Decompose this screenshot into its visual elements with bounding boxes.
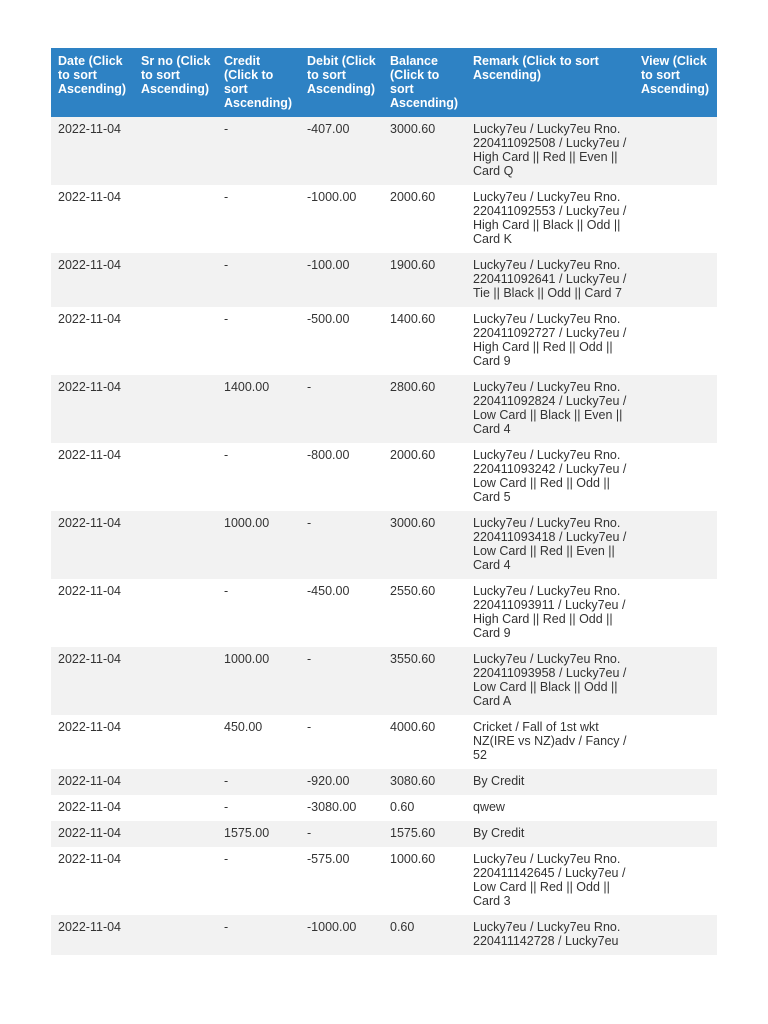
- remark-cell: Lucky7eu / Lucky7eu Rno. 220411092508 / Lucky7eu / High Card || Red || Even || Card Q: [466, 117, 634, 185]
- credit-cell: -: [217, 443, 300, 511]
- debit-cell: -575.00: [300, 847, 383, 915]
- table-row: [51, 795, 717, 821]
- table-body: [51, 117, 717, 955]
- date-cell: 2022-11-04: [51, 443, 134, 511]
- table-row: [51, 375, 717, 443]
- view-cell: [634, 847, 717, 915]
- remark-cell: Lucky7eu / Lucky7eu Rno. 220411142645 / Lucky7eu / Low Card || Red || Odd || Card 3: [466, 847, 634, 915]
- balance-cell: 1400.60: [383, 307, 466, 375]
- view-cell: [634, 915, 717, 955]
- date-cell: 2022-11-04: [51, 821, 134, 847]
- table-row: [51, 769, 717, 795]
- debit-cell: -100.00: [300, 253, 383, 307]
- sr-no-cell: [134, 253, 217, 307]
- sort-credit-header[interactable]: Credit (Click to sort Ascending): [217, 48, 300, 117]
- sr-no-cell: [134, 579, 217, 647]
- debit-cell: -450.00: [300, 579, 383, 647]
- date-cell: 2022-11-04: [51, 253, 134, 307]
- balance-cell: 1575.60: [383, 821, 466, 847]
- balance-cell: 3550.60: [383, 647, 466, 715]
- table-row: [51, 647, 717, 715]
- view-cell: [634, 185, 717, 253]
- sort-date-header[interactable]: Date (Click to sort Ascending): [51, 48, 134, 117]
- date-cell: 2022-11-04: [51, 307, 134, 375]
- view-cell: [634, 307, 717, 375]
- balance-cell: 2000.60: [383, 443, 466, 511]
- credit-cell: -: [217, 579, 300, 647]
- date-cell: 2022-11-04: [51, 847, 134, 915]
- view-cell: [634, 821, 717, 847]
- balance-cell: 1900.60: [383, 253, 466, 307]
- table-row: [51, 579, 717, 647]
- balance-cell: 2550.60: [383, 579, 466, 647]
- date-cell: 2022-11-04: [51, 915, 134, 955]
- sr-no-cell: [134, 769, 217, 795]
- date-cell: 2022-11-04: [51, 769, 134, 795]
- sort-sr-no-header[interactable]: Sr no (Click to sort Ascending): [134, 48, 217, 117]
- table-row: [51, 443, 717, 511]
- debit-cell: -920.00: [300, 769, 383, 795]
- table-row: [51, 253, 717, 307]
- sr-no-cell: [134, 821, 217, 847]
- view-cell: [634, 579, 717, 647]
- sort-view-header[interactable]: View (Click to sort Ascending): [634, 48, 717, 117]
- credit-cell: -: [217, 915, 300, 955]
- statement-table-container: [51, 48, 717, 1024]
- remark-cell: Lucky7eu / Lucky7eu Rno. 220411142728 / Lucky7eu: [466, 915, 634, 955]
- sr-no-cell: [134, 847, 217, 915]
- remark-cell: By Credit: [466, 769, 634, 795]
- balance-cell: 4000.60: [383, 715, 466, 769]
- table-row: [51, 117, 717, 185]
- table-row: [51, 847, 717, 915]
- remark-cell: Lucky7eu / Lucky7eu Rno. 220411093242 / Lucky7eu / Low Card || Red || Odd || Card 5: [466, 443, 634, 511]
- sort-debit-header[interactable]: Debit (Click to sort Ascending): [300, 48, 383, 117]
- sr-no-cell: [134, 915, 217, 955]
- table-row: [51, 915, 717, 955]
- debit-cell: -: [300, 821, 383, 847]
- view-cell: [634, 443, 717, 511]
- debit-cell: -: [300, 511, 383, 579]
- view-cell: [634, 253, 717, 307]
- balance-cell: 3080.60: [383, 769, 466, 795]
- sr-no-cell: [134, 795, 217, 821]
- remark-cell: Lucky7eu / Lucky7eu Rno. 220411093958 / Lucky7eu / Low Card || Black || Odd || Card A: [466, 647, 634, 715]
- remark-cell: Lucky7eu / Lucky7eu Rno. 220411092727 / Lucky7eu / High Card || Red || Odd || Card 9: [466, 307, 634, 375]
- date-cell: 2022-11-04: [51, 185, 134, 253]
- table-row: [51, 821, 717, 847]
- sr-no-cell: [134, 185, 217, 253]
- credit-cell: -: [217, 769, 300, 795]
- balance-cell: 2800.60: [383, 375, 466, 443]
- sr-no-cell: [134, 715, 217, 769]
- credit-cell: -: [217, 795, 300, 821]
- credit-cell: 450.00: [217, 715, 300, 769]
- date-cell: 2022-11-04: [51, 715, 134, 769]
- sr-no-cell: [134, 647, 217, 715]
- remark-cell: Cricket / Fall of 1st wkt NZ(IRE vs NZ)adv / Fancy / 52: [466, 715, 634, 769]
- table-header: [51, 48, 717, 117]
- remark-cell: qwew: [466, 795, 634, 821]
- debit-cell: -3080.00: [300, 795, 383, 821]
- remark-cell: Lucky7eu / Lucky7eu Rno. 220411092824 / Lucky7eu / Low Card || Black || Even || Card 4: [466, 375, 634, 443]
- sort-remark-header[interactable]: Remark (Click to sort Ascending): [466, 48, 634, 117]
- balance-cell: 1000.60: [383, 847, 466, 915]
- sr-no-cell: [134, 511, 217, 579]
- date-cell: 2022-11-04: [51, 579, 134, 647]
- date-cell: 2022-11-04: [51, 117, 134, 185]
- debit-cell: -1000.00: [300, 915, 383, 955]
- balance-cell: 0.60: [383, 915, 466, 955]
- credit-cell: 1000.00: [217, 511, 300, 579]
- balance-cell: 0.60: [383, 795, 466, 821]
- debit-cell: -500.00: [300, 307, 383, 375]
- table-row: [51, 715, 717, 769]
- remark-cell: Lucky7eu / Lucky7eu Rno. 220411092641 / Lucky7eu / Tie || Black || Odd || Card 7: [466, 253, 634, 307]
- balance-cell: 3000.60: [383, 117, 466, 185]
- debit-cell: -407.00: [300, 117, 383, 185]
- credit-cell: 1000.00: [217, 647, 300, 715]
- view-cell: [634, 715, 717, 769]
- header-row: [51, 48, 717, 117]
- view-cell: [634, 795, 717, 821]
- credit-cell: -: [217, 253, 300, 307]
- date-cell: 2022-11-04: [51, 647, 134, 715]
- view-cell: [634, 647, 717, 715]
- remark-cell: Lucky7eu / Lucky7eu Rno. 220411092553 / Lucky7eu / High Card || Black || Odd || Card K: [466, 185, 634, 253]
- view-cell: [634, 375, 717, 443]
- debit-cell: -800.00: [300, 443, 383, 511]
- date-cell: 2022-11-04: [51, 511, 134, 579]
- table-row: [51, 511, 717, 579]
- credit-cell: -: [217, 117, 300, 185]
- sr-no-cell: [134, 117, 217, 185]
- table-row: [51, 185, 717, 253]
- account-statement-table: [51, 48, 717, 955]
- date-cell: 2022-11-04: [51, 375, 134, 443]
- remark-cell: Lucky7eu / Lucky7eu Rno. 220411093418 / Lucky7eu / Low Card || Red || Even || Card 4: [466, 511, 634, 579]
- debit-cell: -: [300, 715, 383, 769]
- credit-cell: -: [217, 847, 300, 915]
- sr-no-cell: [134, 443, 217, 511]
- view-cell: [634, 511, 717, 579]
- view-cell: [634, 769, 717, 795]
- balance-cell: 2000.60: [383, 185, 466, 253]
- debit-cell: -: [300, 375, 383, 443]
- sort-balance-header[interactable]: Balance (Click to sort Ascending): [383, 48, 466, 117]
- credit-cell: -: [217, 185, 300, 253]
- remark-cell: Lucky7eu / Lucky7eu Rno. 220411093911 / Lucky7eu / High Card || Red || Odd || Card 9: [466, 579, 634, 647]
- debit-cell: -1000.00: [300, 185, 383, 253]
- sr-no-cell: [134, 307, 217, 375]
- credit-cell: 1575.00: [217, 821, 300, 847]
- debit-cell: -: [300, 647, 383, 715]
- credit-cell: -: [217, 307, 300, 375]
- sr-no-cell: [134, 375, 217, 443]
- table-row: [51, 307, 717, 375]
- credit-cell: 1400.00: [217, 375, 300, 443]
- date-cell: 2022-11-04: [51, 795, 134, 821]
- balance-cell: 3000.60: [383, 511, 466, 579]
- remark-cell: By Credit: [466, 821, 634, 847]
- view-cell: [634, 117, 717, 185]
